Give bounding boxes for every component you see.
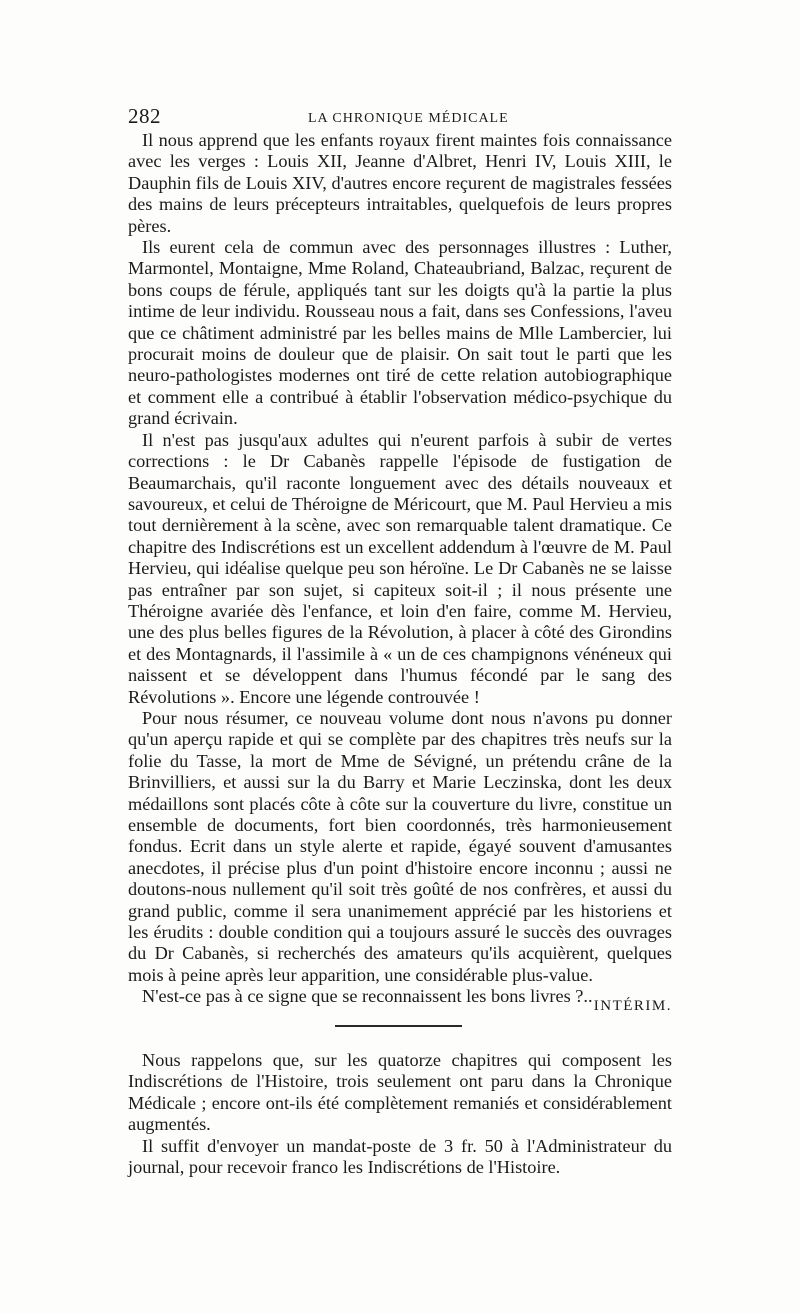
paragraph-summary: Pour nous résumer, ce nouveau volume dont nous n'avons pu donner qu'un aperçu rapide et qui se complète par des chapitres très neufs sur la folie du Tasse, la mort de Mme de Sévigné, un prétendu crâne de la Brinvilliers, et aussi sur la du Barry et Marie Leczinska, dont les deux médaillons sont placés côte à côte sur la couverture du livre, constitue un ensemble de documents, fort bien coordonnés, très harmonieusement fondus. Ecrit dans un style alerte et rapide, égayé souvent d'amusantes anecdotes, il précise plus d'un point d'histoire encore inconnu ; aussi ne doutons-nous nullement qu'il soit très goûté de nos confrères, et aussi du grand public, comme il sera unanimement apprécié par les historiens et les érudits : double condition qui a toujours assuré le succès des ouvrages du Dr Cabanès, si recherchés des amateurs qu'ils acquièrent, quelques mois à peine après leur apparition, une considérable plus-value.: [128, 707, 672, 985]
article-body: [128, 130, 672, 1008]
note-paragraph-order: Il suffit d'envoyer un mandat-poste de 3 fr. 50 à l'Administrateur du journal, pour recevoir franco les Indiscrétions de l'Histoire.: [128, 1135, 672, 1178]
page-number: 282: [128, 104, 161, 128]
running-title: LA CHRONIQUE MÉDICALE: [308, 111, 509, 126]
paragraph-adult-corrections: Il n'est pas jusqu'aux adultes qui n'eurent parfois à subir de vertes corrections : le Dr Cabanès rappelle l'épisode de fustigation de Beaumarchais, qu'il raconte longuement avec des détails nouveaux et savoureux, et celui de Théroigne de Méricourt, que M. Paul Hervieu a mis tout dernièrement à la scène, avec son remarquable talent dramatique. Ce chapitre des Indiscrétions est un excellent addendum à l'œuvre de M. Paul Hervieu, qui idéalise quelque peu son héroïne. Le Dr Cabanès ne se laisse pas entraîner par son sujet, si capiteux soit-il ; il nous présente une Théroigne avariée dès l'enfance, et loin d'en faire, comme M. Hervieu, une des plus belles figures de la Révolution, à placer à côté des Girondins et des Montagnards, il l'assimile à « un de ces champignons vénéneux qui naissent et se développent dans l'humus fécondé par le sang des Révolutions ». Encore une légende controuvée !: [128, 429, 672, 707]
section-divider: [335, 1025, 462, 1027]
author-signature: INTÉRIM.: [593, 998, 672, 1014]
paragraph-royal-children: Il nous apprend que les enfants royaux firent maintes fois connaissance avec les verges : Louis XII, Jeanne d'Albret, Henri IV, Louis XIII, le Dauphin fils de Louis XIV, d'autres encore reçurent de magistrales fessées des mains de leurs précepteurs intraitables, quelquefois de leurs propres pères.: [128, 130, 672, 236]
paragraph-closing-question: N'est-ce pas à ce signe que se reconnaissent les bons livres ?..: [142, 986, 593, 1007]
paragraph-illustrious-persons: Ils eurent cela de commun avec des personnages illustres : Luther, Marmontel, Montaigne, Mme Roland, Chateaubriand, Balzac, reçurent de bons coups de férule, appliqués tant sur les doigts qu'à la partie la plus intime de leur individu. Rousseau nous a fait, dans ses Confessions, l'aveu que ce châtiment administré par les belles mains de Mlle Lambercier, lui procurait moins de douleur que de plaisir. On sait tout le parti que les neuro-pathologistes modernes ont tiré de cette relation autobiographique et comment elle a contribué à établir l'observation médico-psychique du grand écrivain.: [128, 237, 672, 429]
note-paragraph-chapters: Nous rappelons que, sur les quatorze chapitres qui composent les Indiscrétions de l'Histoire, trois seulement ont paru dans la Chronique Médicale ; encore ont-ils été complètement remaniés et considérablement augmentés.: [128, 1050, 672, 1135]
publisher-note: [128, 1050, 672, 1178]
